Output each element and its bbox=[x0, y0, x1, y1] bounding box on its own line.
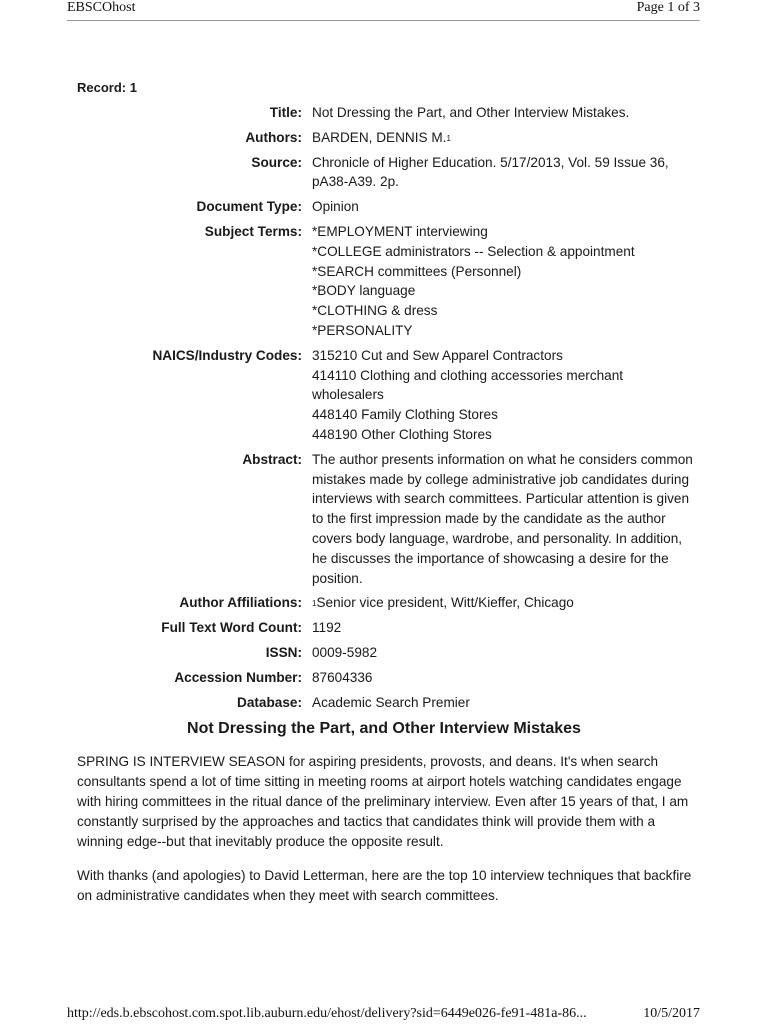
article-paragraph: With thanks (and apologies) to David Letterman, here are the top 10 interview techniques that backfire on administrative candidates when they meet with search committees. bbox=[77, 868, 692, 903]
field-title bbox=[0, 103, 768, 123]
field-value: The author presents information on what he considers common mistakes made by college administrative job candidates during interviews with search committees. Particular attention is given to the first impression made by the candidate as the author covers body language, wardrobe, and personality. In addition, he discusses the importance of showcasing a desire for the position. bbox=[312, 451, 693, 586]
subject-term: *PERSONALITY bbox=[312, 322, 413, 338]
field-issn bbox=[0, 643, 768, 663]
naics-code: 315210 Cut and Sew Apparel Contractors bbox=[312, 347, 563, 363]
field-value bbox=[312, 222, 694, 341]
field-author-affiliations bbox=[0, 593, 768, 613]
field-label: Accession Number: bbox=[174, 669, 302, 685]
field-value: Chronicle of Higher Education. 5/17/2013, Vol. 59 Issue 36, pA38-A39. 2p. bbox=[312, 154, 669, 190]
field-value bbox=[312, 593, 694, 613]
field-label: ISSN: bbox=[265, 644, 302, 660]
field-value: 0009-5982 bbox=[312, 644, 378, 660]
field-naics-codes bbox=[0, 346, 768, 445]
field-label: Abstract: bbox=[242, 451, 302, 467]
affiliation-marker: 1 bbox=[446, 133, 451, 143]
field-label: Author Affiliations: bbox=[179, 595, 302, 611]
record-label: Record: 1 bbox=[77, 80, 137, 95]
field-value: 1192 bbox=[312, 620, 342, 636]
field-label: Full Text Word Count: bbox=[161, 620, 302, 636]
field-value bbox=[312, 346, 694, 445]
print-footer bbox=[67, 1006, 700, 1022]
author-name: BARDEN, DENNIS M. bbox=[312, 129, 447, 145]
field-value bbox=[312, 128, 694, 148]
naics-code: 448190 Other Clothing Stores bbox=[312, 426, 492, 442]
subject-term: *SEARCH committees (Personnel) bbox=[312, 263, 522, 279]
field-label: NAICS/Industry Codes: bbox=[152, 347, 302, 363]
field-word-count bbox=[0, 618, 768, 638]
subject-term: *BODY language bbox=[312, 283, 416, 299]
header-divider bbox=[67, 20, 700, 21]
naics-code: 414110 Clothing and clothing accessories merchant wholesalers bbox=[312, 367, 624, 403]
subject-term: *COLLEGE administrators -- Selection & appointment bbox=[312, 243, 635, 259]
article-title: Not Dressing the Part, and Other Interview Mistakes bbox=[187, 720, 581, 737]
field-value: Opinion bbox=[312, 199, 359, 215]
print-header bbox=[67, 0, 700, 16]
field-label: Authors: bbox=[245, 129, 302, 145]
print-date: 10/5/2017 bbox=[643, 1006, 700, 1021]
article-body bbox=[77, 752, 697, 920]
record-fields bbox=[0, 103, 768, 717]
field-label: Subject Terms: bbox=[204, 223, 302, 239]
affiliation-marker: 1 bbox=[312, 599, 317, 609]
field-database bbox=[0, 693, 768, 713]
field-label: Source: bbox=[251, 154, 302, 170]
field-document-type bbox=[0, 197, 768, 217]
field-authors bbox=[0, 128, 768, 148]
subject-term: *EMPLOYMENT interviewing bbox=[312, 223, 488, 239]
article-paragraph: SPRING IS INTERVIEW SEASON for aspiring presidents, provosts, and deans. It's when search consultants spend a lot of time sitting in meeting rooms at airport hotels watching candidates engage with hiring committees in the ritual dance of the preliminary interview. Even after 15 years of that, I am constantly surprised by the approaches and tactics that candidates think will provide them with a winning edge--but that inevitably produce the opposite result. bbox=[77, 754, 689, 849]
page-number: Page 1 of 3 bbox=[636, 0, 700, 15]
field-label: Title: bbox=[269, 105, 302, 120]
field-value: Not Dressing the Part, and Other Interview Mistakes. bbox=[312, 105, 630, 120]
field-value: 87604336 bbox=[312, 669, 373, 685]
field-label: Database: bbox=[237, 694, 302, 710]
page-url: http://eds.b.ebscohost.com.spot.lib.auburn.edu/ehost/delivery?sid=6449e026-fe91-481a-86... bbox=[67, 1006, 587, 1021]
field-accession-number bbox=[0, 668, 768, 688]
affiliation-text: Senior vice president, Witt/Kieffer, Chicago bbox=[316, 595, 574, 611]
app-name: EBSCOhost bbox=[67, 0, 136, 15]
field-abstract bbox=[0, 450, 768, 589]
field-label: Document Type: bbox=[196, 199, 302, 215]
field-value: Academic Search Premier bbox=[312, 694, 470, 710]
field-source bbox=[0, 153, 768, 193]
subject-term: *CLOTHING & dress bbox=[312, 303, 438, 319]
naics-code: 448140 Family Clothing Stores bbox=[312, 407, 498, 423]
field-subject-terms bbox=[0, 222, 768, 341]
